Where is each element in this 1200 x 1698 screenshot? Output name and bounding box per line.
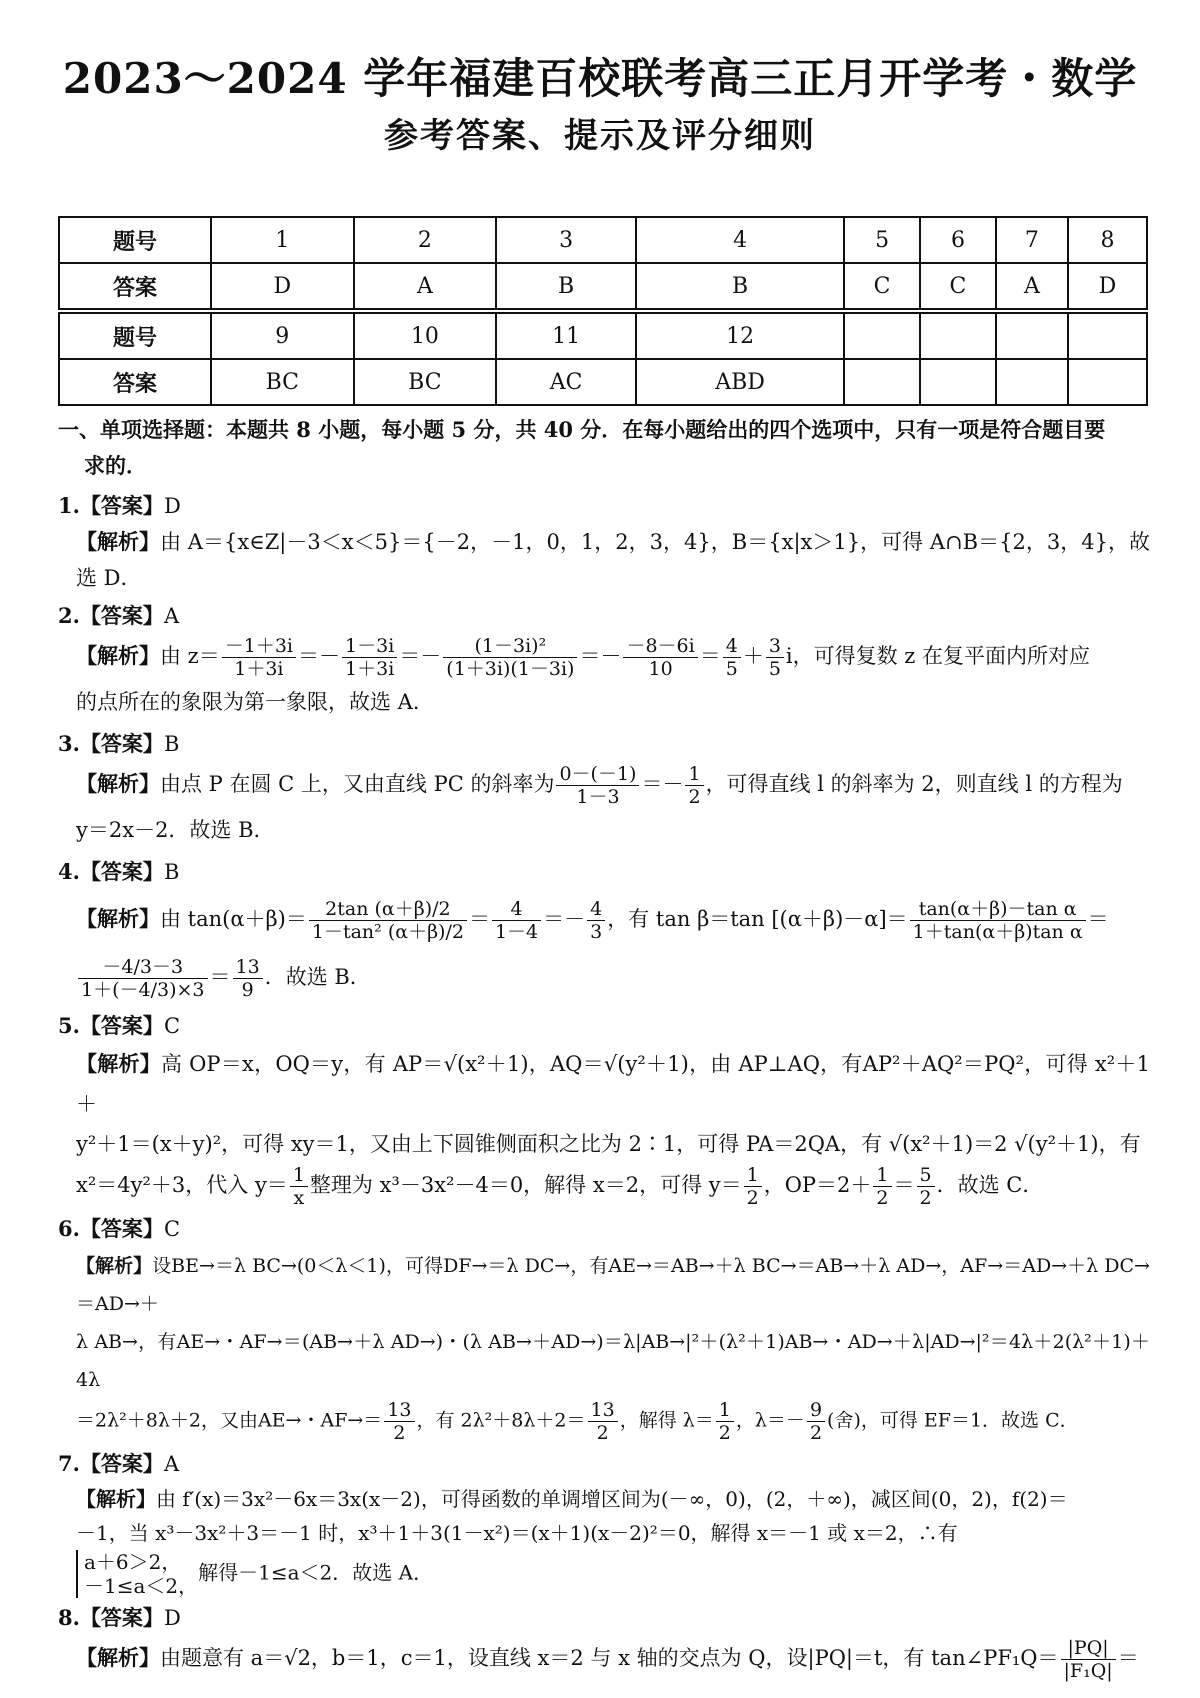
fraction: $\frac{5}{2}$ [917, 1164, 935, 1209]
question-number: 9 [211, 311, 354, 359]
fraction: $\frac{1}{2}$ [873, 1164, 891, 1209]
explanation-text: 高 OP＝x，OQ＝y，有 AP＝√(x²＋1)，AQ＝√(y²＋1)，由 AP⊥AQ，有AP²＋AQ²＝PQ²，可得 x²＋1＋ [76, 1052, 1150, 1116]
math-text: ＝－ [641, 772, 684, 796]
section-heading-cont: 求的． [84, 453, 147, 478]
question-num: 7. [58, 1451, 80, 1476]
answer-cell: AC [496, 359, 636, 405]
page-subtitle: 参考答案、提示及评分细则 [384, 116, 816, 156]
row-label-answer: 答案 [59, 359, 211, 405]
question-answer-line [58, 854, 1150, 890]
row-label-answer: 答案 [59, 263, 211, 311]
table-row [59, 359, 1147, 405]
answer-label: 【答案】 [79, 731, 164, 756]
fraction: $\frac{13}{9}$ [233, 956, 263, 1001]
math-text: 由点 P 在圆 C 上，又由直线 PC 的斜率为 [160, 772, 555, 796]
answer-cell [920, 359, 996, 405]
math-text: ＝－ [298, 644, 341, 668]
answer-cell: D [211, 263, 354, 311]
answer-table [58, 216, 1148, 406]
question-answer-line [58, 598, 1150, 634]
explanation-text: 的点所在的象限为第一象限，故选 A． [76, 690, 434, 714]
answer-cell [844, 359, 920, 405]
analysis-label: 【解析】 [76, 1487, 156, 1511]
explanation [58, 1636, 1150, 1682]
math-text: ，OP＝2＋ [763, 1173, 872, 1197]
answer-value: D [163, 494, 181, 518]
analysis-label: 【解析】 [76, 1255, 153, 1277]
math-text: ＝－ [579, 644, 622, 668]
explanation-text: y²＋1＝(x＋y)²，可得 xy＝1，又由上下圆锥侧面积之比为 2∶1，可得 PA＝2QA，有 √(x²＋1)＝2 √(y²＋1)，有 [76, 1132, 1141, 1156]
question-num: 6. [58, 1216, 80, 1241]
fraction: $\frac{-4/3-3}{1+(-4/3)\times 3}$ [78, 956, 208, 1001]
math-text: ．故选 C． [936, 1173, 1044, 1197]
math-text: ＝ [1087, 907, 1109, 931]
system-line: a＋6＞2， [84, 1550, 182, 1574]
answer-cell: C [920, 263, 996, 311]
explanation [58, 890, 1150, 1006]
answer-cell: BC [211, 359, 354, 405]
answer-value: A [163, 1452, 180, 1476]
math-text: ，可得直线 l 的斜率为 2，则直线 l 的方程为 [705, 772, 1123, 796]
question-number: 6 [920, 217, 996, 263]
math-text: ，λ＝－ [735, 1409, 805, 1432]
math-text: x²＝4y²＋3，代入 y＝ [76, 1173, 288, 1197]
answer-cell: A [354, 263, 497, 311]
explanation [58, 1044, 1150, 1209]
answer-label: 【答案】 [79, 1451, 164, 1476]
table-row [59, 217, 1147, 263]
question-number: 2 [354, 217, 497, 263]
math-text: 整理为 x³－3x²－4＝0，解得 x＝2，可得 y＝ [309, 1173, 742, 1197]
explanation [58, 762, 1150, 852]
question-answer-line [58, 1600, 1150, 1636]
fraction: $\frac{9}{2}$ [807, 1399, 825, 1444]
answer-value: D [163, 1606, 181, 1630]
fraction: $\frac{0-(-1)}{1-3}$ [556, 763, 639, 808]
page-title: 2023～2024 学年福建百校联考高三正月开学考・数学 [62, 54, 1138, 103]
question-number [920, 311, 996, 359]
fraction: $\frac{4}{3}$ [587, 898, 605, 943]
math-text: ＝ [468, 907, 490, 931]
fraction: $\frac{13}{2}$ [384, 1399, 414, 1444]
math-text: ＝ [1117, 1646, 1139, 1670]
fraction: $\frac{1}{x}$ [290, 1164, 308, 1209]
question-number [844, 311, 920, 359]
math-text: ＝－ [399, 644, 442, 668]
question-num: 5. [58, 1013, 80, 1038]
math-text: (舍)，可得 EF＝1．故选 C． [827, 1409, 1079, 1432]
math-text: ＝ [893, 1173, 915, 1197]
math-text: ＝－ [543, 907, 586, 931]
fraction: $\frac{-1+3i}{1+3i}$ [222, 635, 296, 680]
fraction: $\frac{2\tan (\alpha+\beta)/2}{\text{1－tan² (α＋β)/2}}$ [309, 898, 467, 943]
analysis-label: 【解析】 [76, 771, 160, 796]
table-row [59, 311, 1147, 359]
answer-cell: B [496, 263, 636, 311]
answer-label: 【答案】 [79, 1216, 164, 1241]
analysis-label: 【解析】 [76, 643, 160, 668]
question-answer-line [58, 726, 1150, 762]
question-number: 3 [496, 217, 636, 263]
table-row [59, 263, 1147, 311]
answer-cell: D [1068, 263, 1147, 311]
fraction: $\frac{3}{5}$ [766, 635, 784, 680]
answer-value: B [163, 860, 180, 884]
answer-cell: B [636, 263, 844, 311]
answer-cell [996, 359, 1068, 405]
answer-label: 【答案】 [79, 493, 164, 518]
analysis-label: 【解析】 [76, 1645, 160, 1670]
math-text: ＝ [699, 644, 721, 668]
question-number [996, 311, 1068, 359]
math-text: ＝ [209, 965, 231, 989]
answer-value: A [163, 604, 180, 628]
question-num: 3. [58, 731, 80, 756]
explanation-text: －1，当 x³－3x²＋3＝－1 时，x³＋1＋3(1－x²)＝(x＋1)(x－2)²＝0，解得 x＝－1 或 x＝2，∴有 [76, 1521, 958, 1545]
question-number: 8 [1068, 217, 1147, 263]
answer-cell [1068, 359, 1147, 405]
explanation-text: y＝2x－2．故选 B． [76, 818, 275, 842]
system-line: －1≤a＜2， [84, 1574, 199, 1598]
explanation [58, 524, 1150, 596]
question-number: 5 [844, 217, 920, 263]
math-text: ，解得 λ＝ [619, 1409, 714, 1432]
equation-system [76, 1550, 198, 1598]
math-text: ＋ [742, 644, 764, 668]
question-num: 4. [58, 859, 80, 884]
explanation [58, 634, 1150, 724]
explanation-text: 设BE→＝λ BC→(0＜λ＜1)，可得DF→＝λ DC→，有AE→＝AB→＋λ BC→＝AB→＋λ AD→，AF→＝AD→＋λ DC→＝AD→＋ [76, 1255, 1150, 1315]
math-text: i，可得复数 z 在复平面内所对应 [785, 644, 1091, 668]
fraction: $\frac{\text{(1－3i)²}}{(1+3i)(1-3i)}$ [443, 635, 577, 680]
analysis-label: 【解析】 [76, 1051, 161, 1076]
question-answer-line [58, 488, 1150, 524]
answer-cell: C [844, 263, 920, 311]
math-text: 由题意有 a＝√2，b＝1，c＝1，设直线 x＝2 与 x 轴的交点为 Q，设|PQ|＝t，有 tan∠PF₁Q＝ [160, 1646, 1059, 1670]
analysis-label: 【解析】 [76, 906, 160, 931]
question-number: 1 [211, 217, 354, 263]
question-num: 1. [58, 493, 80, 518]
math-text: ，有 tan β＝tan [(α＋β)－α]＝ [607, 907, 908, 931]
answer-label: 【答案】 [79, 603, 164, 628]
question-number: 11 [496, 311, 636, 359]
math-text: 由 z＝ [160, 644, 220, 668]
math-text: ，有 2λ²＋8λ＋2＝ [416, 1409, 586, 1432]
question-answer-line [58, 1446, 1150, 1482]
question-answer-line [58, 1211, 1150, 1247]
answer-label: 【答案】 [79, 1605, 164, 1630]
answer-cell: A [996, 263, 1068, 311]
row-label-question: 题号 [59, 217, 211, 263]
fraction: $\frac{1-3i}{1+3i}$ [342, 635, 397, 680]
answer-cell: BC [354, 359, 497, 405]
explanation [58, 1247, 1150, 1444]
question-num: 2. [58, 603, 80, 628]
fraction: $\frac{1}{2}$ [685, 763, 703, 808]
section-heading [58, 412, 1150, 484]
fraction: $\frac{\text{tan(α＋β)－tan α}}{\text{1＋tan(α＋β)tan α}}$ [910, 898, 1086, 943]
question-answer-line [58, 1008, 1150, 1044]
fraction: $\frac{13}{2}$ [588, 1399, 618, 1444]
question-number: 10 [354, 311, 497, 359]
fraction: $\frac{4}{5}$ [723, 635, 741, 680]
question-num: 8. [58, 1605, 80, 1630]
answer-value: B [163, 732, 180, 756]
answer-label: 【答案】 [79, 859, 164, 884]
explanation-text: 解得－1≤a＜2．故选 A． [198, 1560, 434, 1585]
explanation-text: 由 A＝{x∈Z|－3＜x＜5}＝{－2，－1，0，1，2，3，4}，B＝{x|x＞1}，可得 A∩B＝{2，3，4}，故选 D． [76, 530, 1150, 590]
math-text: ＝2λ²＋8λ＋2，又由AE→・AF→＝ [76, 1409, 383, 1432]
question-number: 4 [636, 217, 844, 263]
fraction: $\frac{1}{2}$ [744, 1164, 762, 1209]
explanation [58, 1482, 1150, 1598]
solutions-body [58, 412, 1150, 1682]
question-number: 7 [996, 217, 1068, 263]
answer-value: C [163, 1217, 181, 1241]
answer-cell: ABD [636, 359, 844, 405]
analysis-label: 【解析】 [76, 529, 161, 554]
fraction: $\frac{|PQ|}{\text{|F₁Q|}}$ [1061, 1637, 1116, 1682]
explanation-text: 由 f′(x)＝3x²－6x＝3x(x－2)，可得函数的单调增区间为(－∞，0)，(2，＋∞)，减区间(0，2)，f(2)＝ [156, 1487, 1068, 1511]
answer-value: C [163, 1014, 181, 1038]
row-label-question: 题号 [59, 311, 211, 359]
question-number [1068, 311, 1147, 359]
question-number: 12 [636, 311, 844, 359]
answer-label: 【答案】 [79, 1013, 164, 1038]
explanation-text: λ AB→，有AE→・AF→＝(AB→＋λ AD→)・(λ AB→＋AD→)＝λ|AB→|²＋(λ²＋1)AB→・AD→＋λ|AD→|²＝4λ＋2(λ²＋1)＋4λ [76, 1331, 1150, 1391]
fraction: $\frac{4}{1-4}$ [492, 898, 541, 943]
section-heading-text: 一、单项选择题：本题共 8 小题，每小题 5 分，共 40 分．在每小题给出的四个选项中，只有一项是符合题目要 [58, 417, 1106, 442]
fraction: $\frac{1}{2}$ [716, 1399, 734, 1444]
math-text: 由 tan(α＋β)＝ [160, 907, 307, 931]
math-text: ．故选 B． [264, 965, 371, 989]
fraction: $\frac{-8-6i}{10}$ [623, 635, 697, 680]
